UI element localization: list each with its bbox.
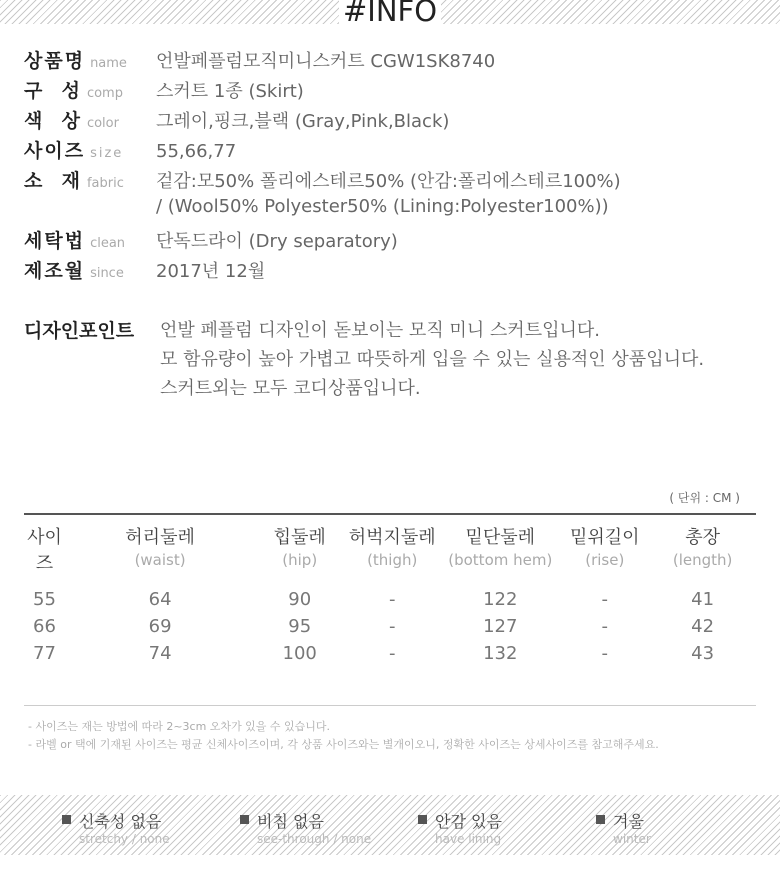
note-line: - 라벨 or 택에 기재된 사이즈는 평균 신체사이즈이며, 각 상품 사이즈와는 별개이오니, 정확한 사이즈는 상세사이즈를 참고해주세요. [28,738,659,751]
column-header-en: (waist) [134,551,186,569]
column-header: 총장 [685,527,721,548]
feature-label-en: stretchy / none [79,832,170,846]
table-cell: - [388,589,396,610]
info-row-name [24,46,764,76]
table-row [24,643,756,670]
feature-stretch [62,809,170,846]
column-header-en: (hip) [282,551,318,569]
feature-label: 비침 없음 [257,812,324,831]
info-value: / (Wool50% Polyester50% (Lining:Polyester100%)) [156,196,609,217]
table-cell: - [388,616,396,637]
table-cell: 90 [288,589,312,610]
info-header [0,0,780,28]
table-cell: 42 [691,616,715,637]
info-value: 스커트 1종 (Skirt) [156,81,304,102]
info-value: 그레이,핑크,블랙 (Gray,Pink,Black) [156,111,450,132]
info-label-en: name [90,56,127,71]
table-cell: - [601,643,609,664]
table-cell: - [388,643,396,664]
table-cell: 122 [483,589,518,610]
info-value: 겉감:모50% 폴리에스테르50% (안감:폴리에스테르100%) [156,171,621,192]
feature-label-en: winter [613,832,651,846]
info-row-fabric-cont [24,196,764,226]
info-label: 제조월 [24,260,86,282]
unit-label: ( 단위 : CM ) [669,491,740,505]
column-header-en: (thigh) [367,551,418,569]
info-row-size [24,136,764,166]
square-bullet-icon [596,815,605,824]
info-label-en: since [90,266,124,281]
square-bullet-icon [62,815,71,824]
table-cell: 55 [33,589,56,610]
info-value: 2017년 12월 [156,261,266,282]
square-bullet-icon [418,815,427,824]
feature-label-en: see-through / none [257,832,372,846]
size-table [24,513,756,670]
table-cell: - [601,616,609,637]
info-label: 상품명 [24,50,86,72]
feature-season [596,809,651,846]
design-point-label: 디자인포인트 [24,320,135,342]
column-header: 밑단둘레 [465,527,536,548]
feature-label: 안감 있음 [435,812,502,831]
info-label-en: comp [86,86,123,101]
feature-label-en: have lining [435,832,502,846]
info-label: 소 재 [24,170,82,192]
feature-bar [0,795,780,855]
feature-lining [418,809,502,846]
table-cell: 132 [483,643,518,664]
column-header: 힙둘레 [273,527,326,548]
feature-label: 신축성 없음 [79,812,162,831]
info-value: 단독드라이 (Dry separatory) [156,231,398,252]
info-value: 언발페플럼모직미니스커트 CGW1SK8740 [156,51,496,72]
size-notes [28,718,659,754]
info-row-comp [24,76,764,106]
design-point-line: 모 함유량이 높아 가볍고 따뜻하게 입을 수 있는 실용적인 상품입니다. [160,349,705,370]
feature-seethrough [240,809,371,846]
column-header-en: (length) [672,551,733,569]
table-cell: 127 [483,616,518,637]
product-info [24,46,764,286]
table-cell: 77 [33,643,56,664]
info-label: 세탁법 [24,230,86,252]
column-header: 허벅지둘레 [348,527,436,548]
info-value: 55,66,77 [156,141,237,162]
info-label: 색 상 [24,110,82,132]
feature-label: 겨울 [613,812,644,831]
table-cell: 74 [148,643,172,664]
table-header [24,515,756,585]
table-cell: 64 [148,589,172,610]
column-header: 허리둘레 [125,527,195,548]
info-label-en: size [90,146,124,161]
table-cell: 66 [33,616,56,637]
column-header-en: (rise) [585,551,625,569]
table-cell: 43 [691,643,715,664]
square-bullet-icon [240,815,249,824]
table-cell: 69 [148,616,172,637]
table-cell: 41 [691,589,715,610]
table-row [24,589,756,616]
column-header-en: (bottom hem) [448,551,553,569]
column-header: 밑위길이 [570,527,640,548]
info-row-color [24,106,764,136]
info-row-fabric [24,166,764,196]
page-title: #INFO [339,0,441,28]
info-label: 구 성 [24,80,82,102]
info-row-clean [24,226,764,256]
design-point-line: 스커트외는 모두 코디상품입니다. [160,378,421,399]
info-row-since [24,256,764,286]
table-bottom-rule [24,705,756,706]
design-point-line: 언발 페플럼 디자인이 돋보이는 모직 미니 스커트입니다. [160,320,600,341]
column-header: 사이즈 [27,527,62,574]
note-line: - 사이즈는 재는 방법에 따라 2~3cm 오차가 있을 수 있습니다. [28,720,331,733]
info-label-en: color [86,116,119,131]
info-label-en: clean [90,236,126,251]
table-cell: 100 [282,643,317,664]
table-row [24,616,756,643]
table-cell: - [601,589,609,610]
table-cell: 95 [288,616,312,637]
info-label: 사이즈 [24,140,86,162]
info-label-en: fabric [86,176,124,191]
